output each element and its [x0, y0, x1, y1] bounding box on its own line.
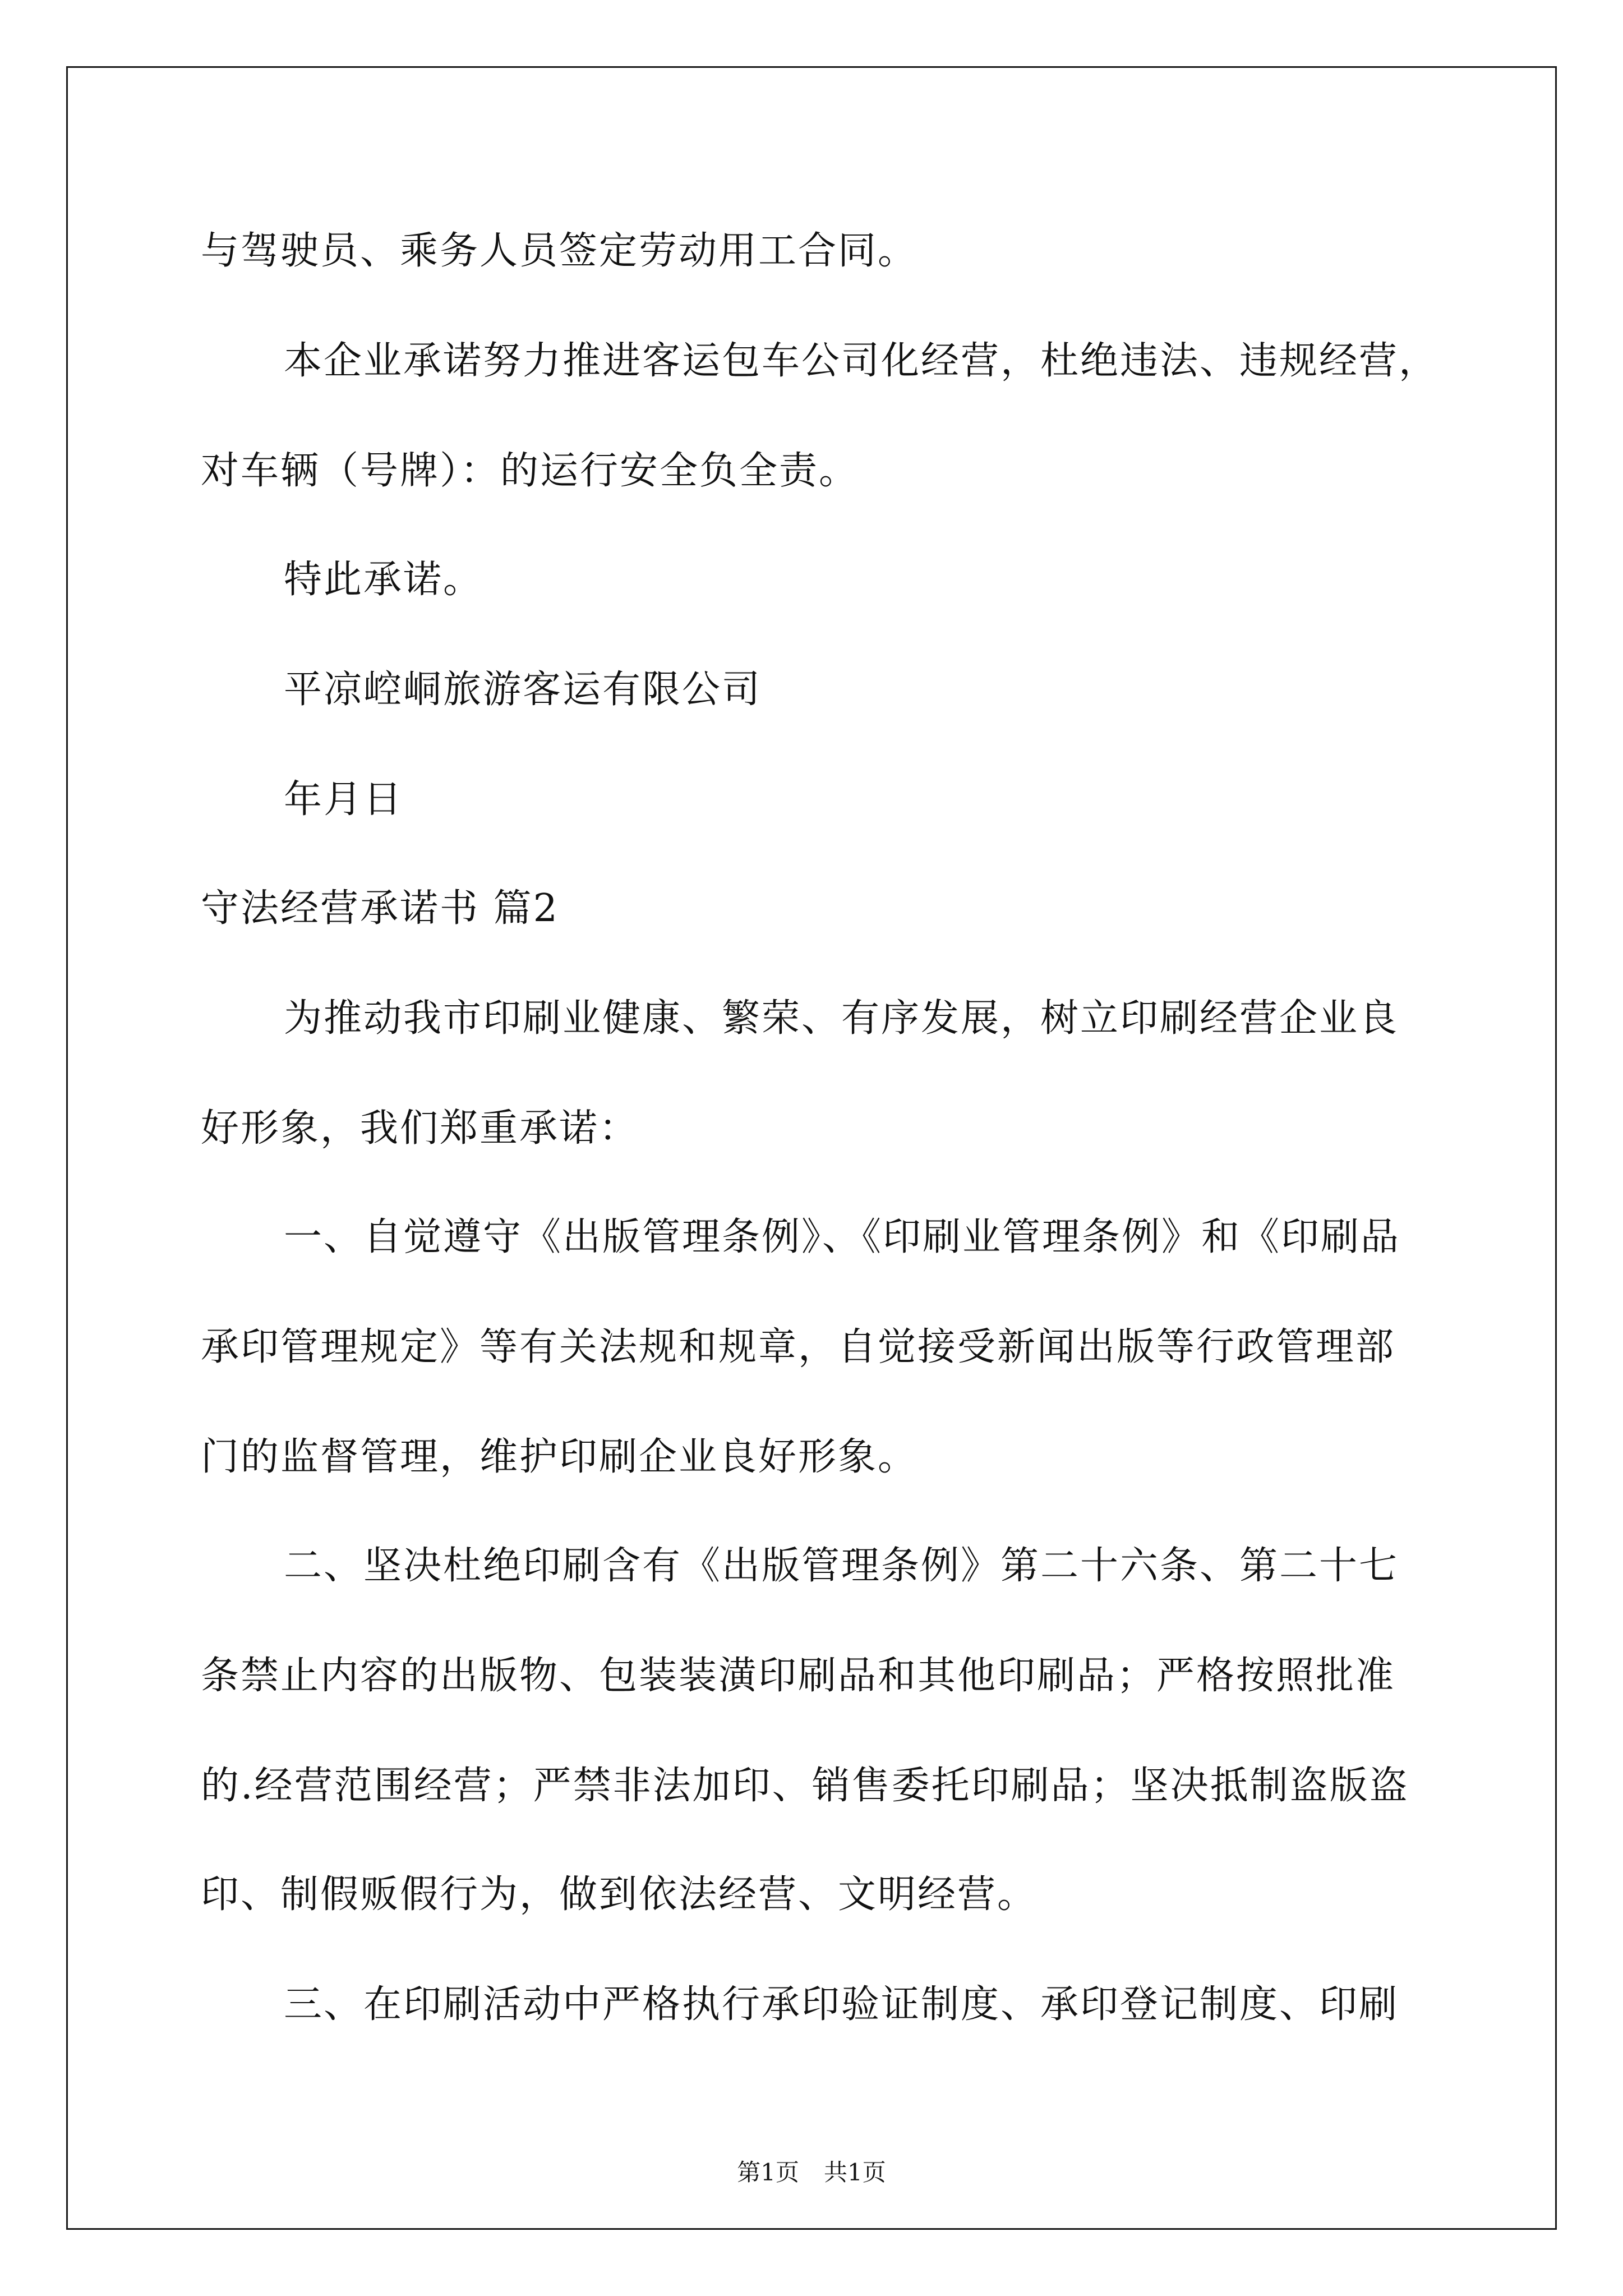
page-number: 第1页 [737, 2159, 799, 2186]
text-line: 门的监督管理，维护印刷企业良好形象。 [201, 1435, 918, 1479]
text-line: 特此承诺。 [284, 558, 483, 602]
text-line: 本企业承诺努力推进客运包车公司化经营，杜绝违法、违规经营， [284, 339, 1439, 383]
document-body [201, 0, 1439, 2132]
section-heading: 守法经营承诺书 篇2 [201, 886, 559, 931]
text-line: 为推动我市印刷业健康、繁荣、有序发展，树立印刷经营企业良 [284, 996, 1399, 1041]
text-line: 一、自觉遵守《出版管理条例》、《印刷业管理条例》和《印刷品 [284, 1215, 1401, 1259]
company-name: 平凉崆峒旅游客运有限公司 [284, 668, 762, 712]
text-line: 对车辆（号牌）：的运行安全负全责。 [201, 449, 859, 493]
text-line: 二、坚决杜绝印刷含有《出版管理条例》第二十六条、第二十七 [284, 1544, 1399, 1588]
text-line: 条禁止内容的出版物、包装装潢印刷品和其他印刷品；严格按照批准 [201, 1654, 1396, 1698]
page-footer [0, 2161, 1623, 2184]
text-line: 印、制假贩假行为，做到依法经营、文明经营。 [201, 1872, 1038, 1917]
page-total: 共1页 [824, 2159, 886, 2186]
text-line: 承印管理规定》等有关法规和规章，自觉接受新闻出版等行政管理部 [201, 1325, 1396, 1369]
text-line: 与驾驶员、乘务人员签定劳动用工合同。 [201, 229, 918, 273]
date-line: 年月日 [284, 777, 404, 822]
text-line: 好形象，我们郑重承诺： [201, 1106, 639, 1151]
text-line: 的.经营范围经营；严禁非法加印、销售委托印刷品；坚决抵制盗版盗 [201, 1764, 1409, 1808]
text-line: 三、在印刷活动中严格执行承印验证制度、承印登记制度、印刷 [284, 1982, 1399, 2027]
